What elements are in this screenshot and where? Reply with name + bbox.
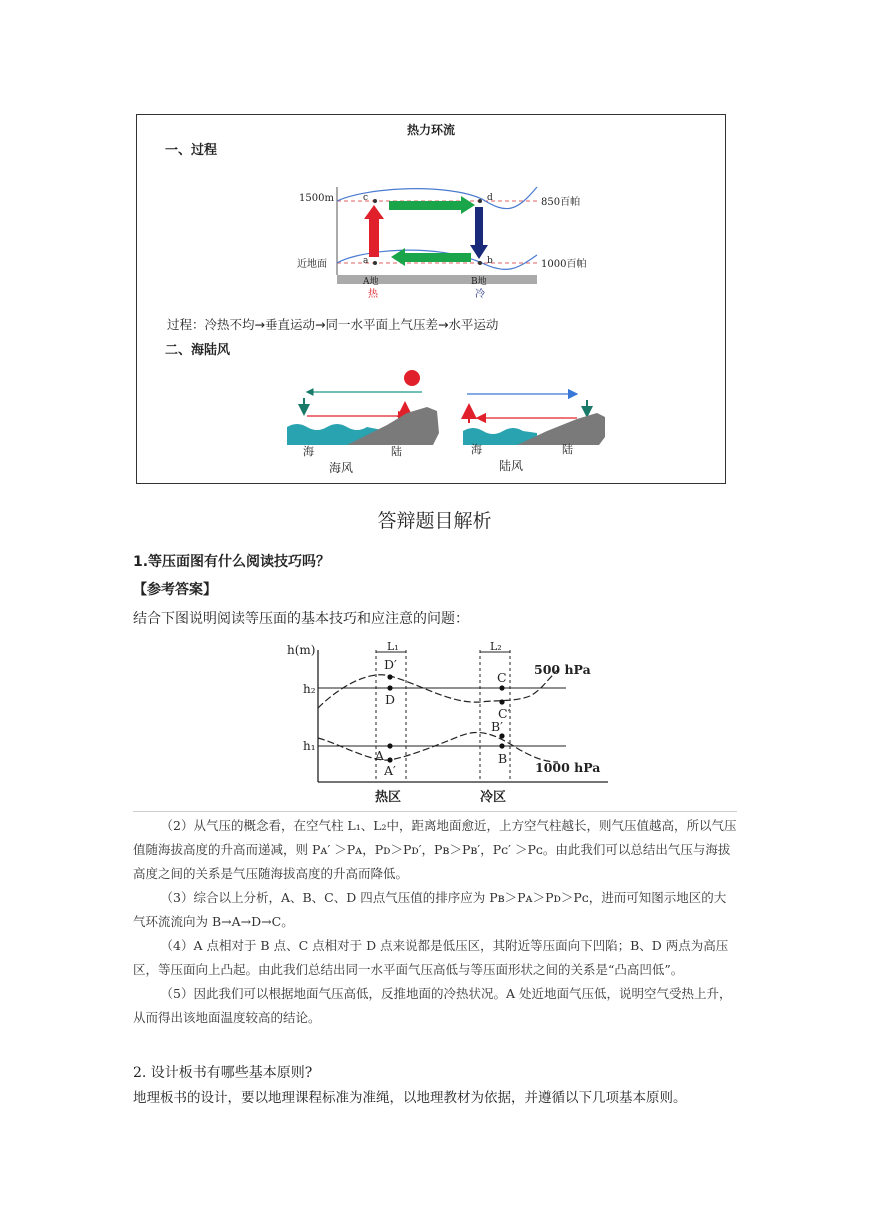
isobaric-surface-diagram <box>280 630 610 805</box>
h1-label: h₁ <box>303 739 316 753</box>
label-hot: 热 <box>368 289 378 300</box>
section-process-heading: 一、过程 <box>165 143 218 158</box>
point-D <box>387 685 392 690</box>
h2-label: h₂ <box>303 682 316 696</box>
label-1000hpa: 1000百帕 <box>541 259 587 270</box>
label-cold: 冷 <box>475 289 485 300</box>
B-label: B <box>498 751 508 766</box>
point-C-prime <box>499 699 504 704</box>
label-ground: 近地面 <box>297 259 327 270</box>
figure-title: 热力环流 <box>406 123 455 137</box>
paragraph-5: （5）因此我们可以根据地面气压高低，反推地面的冷热状况。A 处近地面气压低，说明空气受热上升，从而得出该地面温度较高的结论。 <box>133 986 732 1025</box>
question-1-intro: 结合下图说明阅读等压面的基本技巧和应注意的问题： <box>133 611 469 627</box>
D-prime-label: D′ <box>384 657 397 672</box>
B-prime-label: B′ <box>491 719 504 734</box>
green-right-arrow <box>389 201 463 210</box>
label-850hpa: 850百帕 <box>541 197 581 208</box>
label-land-right: 陆 <box>562 443 573 456</box>
sun-icon <box>404 370 420 386</box>
point-a <box>373 261 377 265</box>
point-D-prime <box>387 674 392 679</box>
C-prime-label: C′ <box>498 706 511 721</box>
paragraph-3: （3）综合以上分析，A、B、C、D 四点气压值的排序应为 Pʙ＞Pᴀ＞Pᴅ＞Pᴄ，进而可知图示地区的大气环流流向为 B→A→D→C。 <box>133 890 727 929</box>
red-up-arrow <box>369 217 379 257</box>
point-A <box>387 743 392 748</box>
L1-label: L₁ <box>387 640 399 653</box>
process-text: 过程：冷热不均→垂直运动→同一水平面上气压差→水平运动 <box>167 317 499 332</box>
D-label: D <box>385 692 396 707</box>
point-B <box>499 743 504 748</box>
label-place-b: B地 <box>471 277 487 287</box>
question-2-answer: 地理板书的设计，要以地理课程标准为准绳，以地理教材为依据，并遵循以下几项基本原则。 <box>133 1090 687 1106</box>
cold-zone-label: 冷区 <box>480 790 507 805</box>
label-sea-left: 海 <box>303 445 314 458</box>
question-1-title: 1.等压面图有什么阅读技巧吗？ <box>133 554 331 570</box>
label-place-a: A地 <box>363 277 379 287</box>
reference-answer-label: 【参考答案】 <box>133 582 217 598</box>
section-heading: 答辩题目解析 <box>377 510 492 532</box>
section-sea-land-heading: 二、海陆风 <box>165 343 231 358</box>
A-prime-label: A′ <box>384 763 396 778</box>
thermal-circulation-diagram <box>137 115 727 485</box>
label-1000hpa-surface: 1000 hPa <box>535 760 601 775</box>
point-C <box>499 685 504 690</box>
point-b <box>478 261 482 265</box>
label-c: c <box>363 193 369 203</box>
thermal-circulation-figure <box>136 114 726 484</box>
label-1500m: 1500m <box>299 193 334 204</box>
A-label: A <box>375 748 385 763</box>
caption-land-breeze: 陆风 <box>499 459 524 473</box>
label-500hpa: 500 hPa <box>534 662 591 677</box>
label-d: d <box>487 193 493 203</box>
label-land-left: 陆 <box>391 445 402 458</box>
point-c <box>373 199 377 203</box>
C-label: C <box>497 670 507 685</box>
label-a: a <box>363 256 369 266</box>
question-2-title: 2. 设计板书有哪些基本原则? <box>133 1065 313 1081</box>
paragraph-4: （4）A 点相对于 B 点、C 点相对于 D 点来说都是低压区，其附近等压面向下凹陷；B、D 两点为高压区，等压面向上凸起。由此我们总结出同一水平面气压高低与等压面形状之间的关系是“凸高凹低”。 <box>133 938 729 977</box>
point-d <box>478 199 482 203</box>
label-sea-right: 海 <box>471 443 482 456</box>
y-axis-label: h(m) <box>287 643 316 657</box>
hot-zone-label: 热区 <box>375 790 402 805</box>
paragraph-2: （2）从气压的概念看，在空气柱 L₁、L₂中，距离地面愈近，上方空气柱越长，则气压值越高，所以气压值随海拔高度的升高而递减，则 Pᴀ′ ＞Pᴀ，Pᴅ＞Pᴅ′，Pʙ＞Pʙ′，Pᴄ′ ＞Pᴄ。由此我们可以总结出气压与海拔高度之间的关系是气压随海拔高度的升高而降低。 <box>133 818 737 881</box>
navy-down-arrow <box>475 207 483 247</box>
caption-sea-breeze: 海风 <box>329 461 354 475</box>
point-A-prime <box>387 757 392 762</box>
point-B-prime <box>499 733 504 738</box>
green-left-arrow <box>403 253 471 262</box>
divider <box>133 811 737 812</box>
isobar-1000hpa <box>318 732 558 762</box>
label-b: b <box>487 256 493 266</box>
land-left <box>347 407 439 445</box>
L2-label: L₂ <box>490 640 502 653</box>
